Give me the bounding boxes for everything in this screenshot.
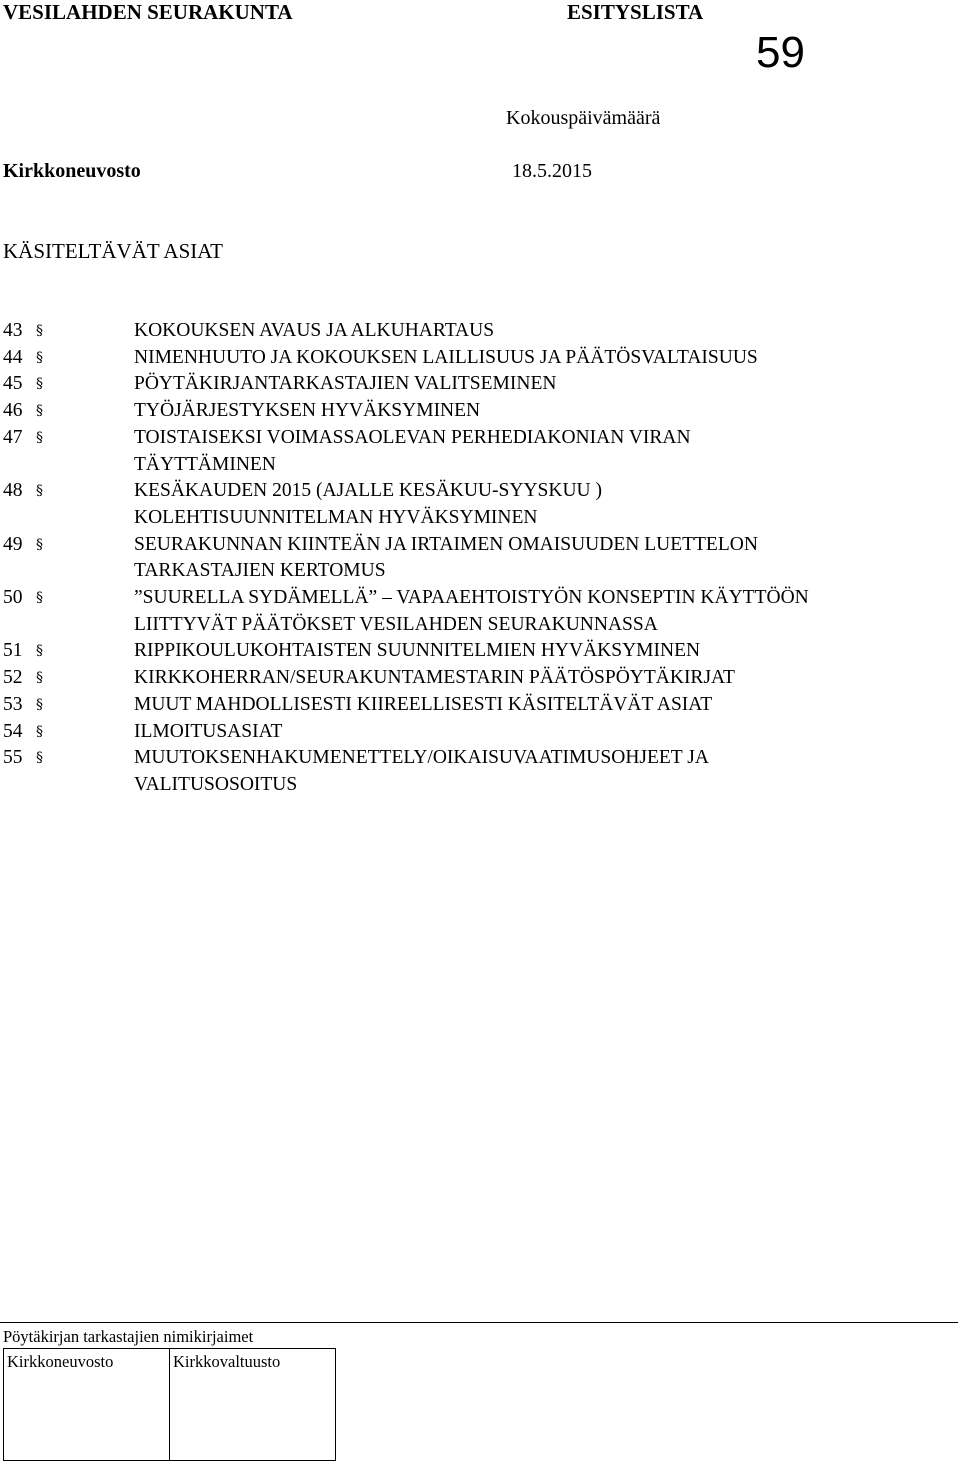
- section-symbol: §: [36, 349, 43, 366]
- meeting-date: 18.5.2015: [512, 160, 592, 182]
- body-name: Kirkkoneuvosto: [3, 160, 141, 182]
- page-number: 59: [756, 28, 805, 77]
- section-symbol: §: [36, 590, 43, 607]
- agenda-item-title: TYÖJÄRJESTYKSEN HYVÄKSYMINEN: [134, 400, 481, 422]
- agenda-list: [3, 318, 953, 799]
- signature-cell-kirkkoneuvosto[interactable]: Kirkkoneuvosto: [4, 1349, 170, 1461]
- agenda-item: [3, 398, 953, 425]
- agenda-item-title: NIMENHUUTO JA KOKOUKSEN LAILLISUUS JA PÄÄTÖSVALTAISUUS: [134, 346, 758, 368]
- agenda-item-number: 45: [3, 373, 23, 395]
- signature-cell-kirkkovaltuusto[interactable]: Kirkkovaltuusto: [170, 1349, 336, 1461]
- section-symbol: §: [36, 696, 43, 713]
- section-symbol: §: [36, 750, 43, 767]
- agenda-item-number: 53: [3, 693, 23, 715]
- document-type: ESITYSLISTA: [567, 0, 704, 24]
- agenda-item-title: KOKOUKSEN AVAUS JA ALKUHARTAUS: [134, 320, 495, 341]
- organization-name: VESILAHDEN SEURAKUNTA: [3, 0, 293, 24]
- agenda-item-number: 46: [3, 400, 23, 422]
- agenda-item-number: 51: [3, 640, 23, 662]
- agenda-item: [3, 585, 953, 638]
- agenda-item: [3, 745, 953, 798]
- agenda-item: [3, 692, 953, 719]
- agenda-item-title: TOISTAISEKSI VOIMASSAOLEVAN PERHEDIAKONIAN VIRAN TÄYTTÄMINEN: [134, 426, 691, 475]
- agenda-item-title: RIPPIKOULUKOHTAISTEN SUUNNITELMIEN HYVÄKSYMINEN: [134, 640, 701, 662]
- agenda-item: [3, 318, 953, 345]
- signature-table: [3, 1348, 336, 1461]
- footer-divider: [0, 1322, 958, 1323]
- agenda-item-number: 55: [3, 747, 23, 769]
- agenda-item-number: 54: [3, 720, 23, 742]
- agenda-item-number: 50: [3, 587, 23, 609]
- agenda-item: [3, 425, 953, 478]
- section-symbol: §: [36, 403, 43, 420]
- agenda-item-title: MUUT MAHDOLLISESTI KIIREELLISESTI KÄSITELTÄVÄT ASIAT: [134, 693, 713, 715]
- section-symbol: §: [36, 323, 43, 339]
- agenda-item-title: PÖYTÄKIRJANTARKASTAJIEN VALITSEMINEN: [134, 373, 557, 395]
- agenda-item-number: 48: [3, 480, 23, 502]
- section-symbol: §: [36, 429, 43, 446]
- agenda-item-number: 52: [3, 667, 23, 689]
- agenda-item: [3, 532, 953, 585]
- section-symbol: §: [36, 723, 43, 740]
- agenda-item-title: ”SUURELLA SYDÄMELLÄ” – VAPAAEHTOISTYÖN KONSEPTIN KÄYTTÖÖN LIITTYVÄT PÄÄTÖKSET VESILAHDEN SEURAKUNNASSA: [134, 587, 809, 635]
- agenda-item-title: KIRKKOHERRAN/SEURAKUNTAMESTARIN PÄÄTÖSPÖYTÄKIRJAT: [134, 667, 735, 689]
- meeting-date-label: Kokouspäivämäärä: [506, 107, 661, 129]
- section-symbol: §: [36, 483, 43, 500]
- section-symbol: §: [36, 536, 43, 553]
- agenda-item: [3, 665, 953, 692]
- section-symbol: §: [36, 376, 43, 393]
- section-title: KÄSITELTÄVÄT ASIAT: [3, 239, 223, 263]
- agenda-item: [3, 478, 953, 531]
- agenda-item: [3, 371, 953, 398]
- agenda-item-title: KESÄKAUDEN 2015 (AJALLE KESÄKUU-SYYSKUU ) KOLEHTISUUNNITELMAN HYVÄKSYMINEN: [134, 480, 602, 528]
- agenda-item-number: 47: [3, 426, 23, 448]
- section-symbol: §: [36, 670, 43, 687]
- agenda-item-number: 49: [3, 533, 23, 555]
- agenda-item-title: SEURAKUNNAN KIINTEÄN JA IRTAIMEN OMAISUUDEN LUETTELON TARKASTAJIEN KERTOMUS: [134, 533, 758, 582]
- agenda-item-number: 43: [3, 320, 23, 341]
- agenda-item-title: ILMOITUSASIAT: [134, 720, 283, 742]
- agenda-item-number: 44: [3, 346, 23, 368]
- agenda-item: [3, 345, 953, 372]
- agenda-item: [3, 719, 953, 746]
- agenda-item: [3, 638, 953, 665]
- agenda-item-title: MUUTOKSENHAKUMENETTELY/OIKAISUVAATIMUSOHJEET JA VALITUSOSOITUS: [134, 747, 709, 795]
- section-symbol: §: [36, 643, 43, 660]
- footer-label: Pöytäkirjan tarkastajien nimikirjaimet: [3, 1327, 254, 1346]
